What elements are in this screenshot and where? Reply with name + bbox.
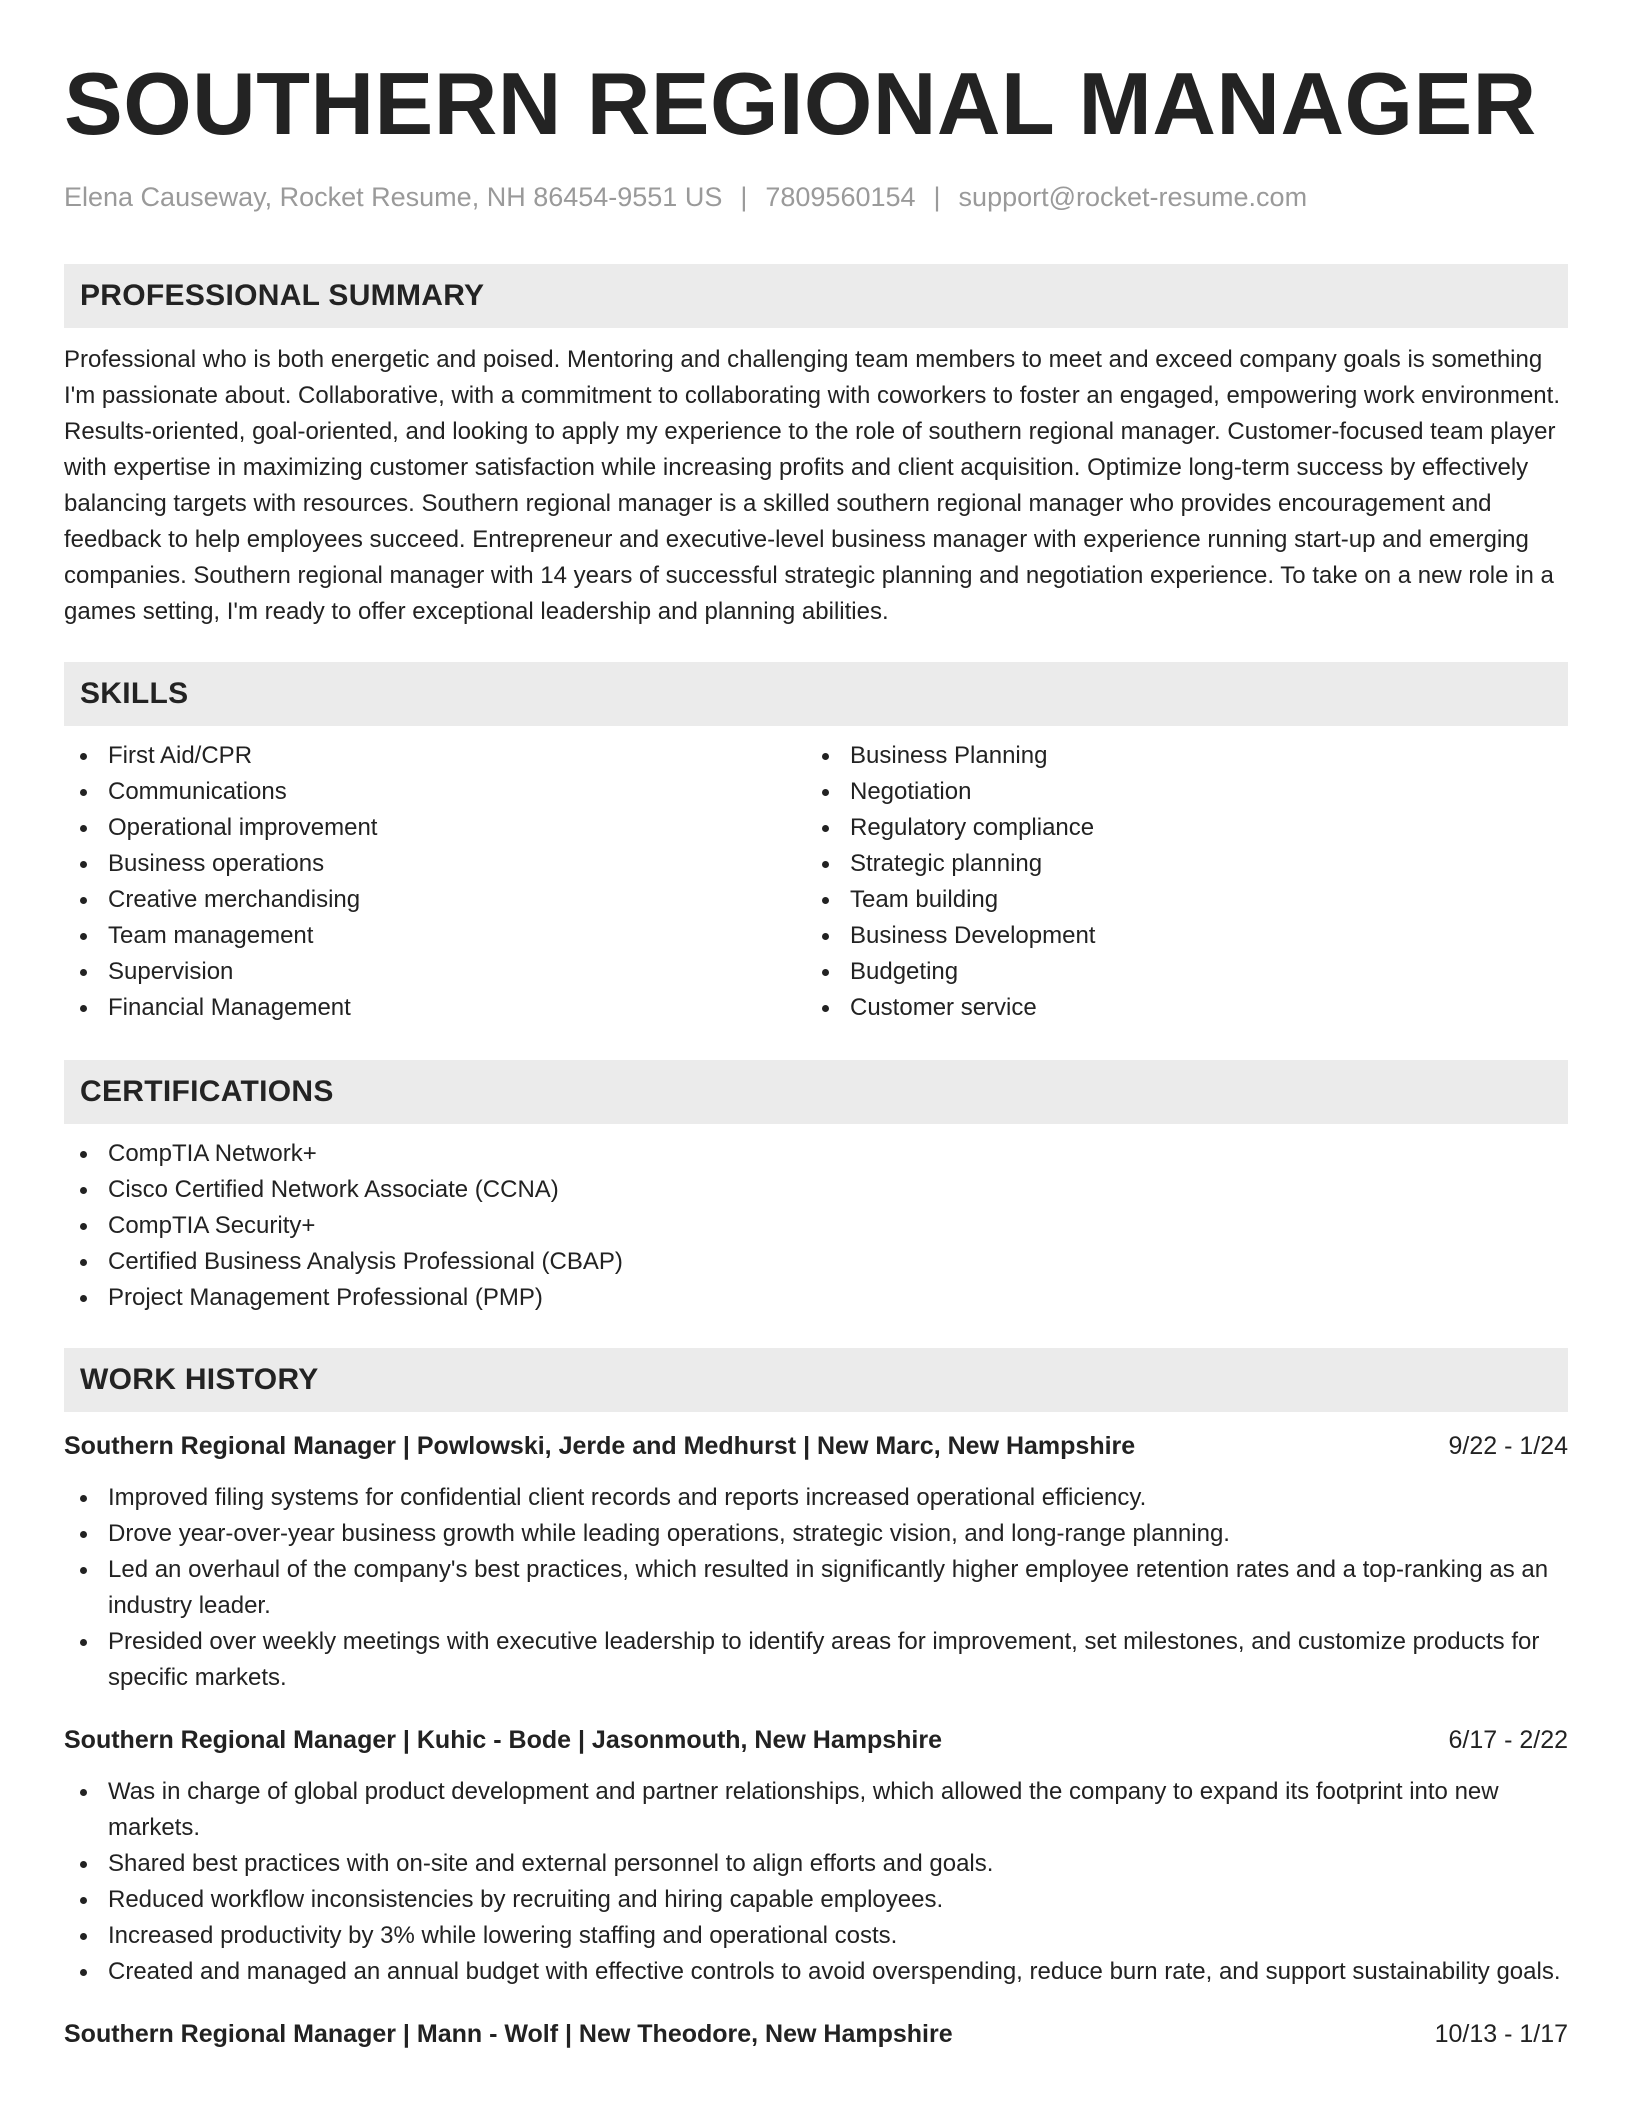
summary-text: Professional who is both energetic and poised. Mentoring and challenging team members to meet and exceed company goals is something I'm passionate about. Collaborative, with a commitment to collaborating with coworkers to foster an engaged, empowering work environment. Results-oriented, goal-oriented, and looking to apply my experience to the role of southern regional manager. Customer-focused team player with expertise in maximizing customer satisfaction while increasing profits and client acquisition. Optimize long-term success by effectively balancing targets with resources. Southern regional manager is a skilled southern regional manager who provides encouragement and feedback to help employees succeed. Entrepreneur and executive-level business manager with experience running start-up and emerging companies. Southern regional manager with 14 years of successful strategic planning and negotiation experience. To take on a new role in a games setting, I'm ready to offer exceptional leadership and planning abilities. xyxy=(64,346,1560,625)
skills-grid xyxy=(64,738,1568,1026)
contact-email: support@rocket-resume.com xyxy=(958,182,1308,212)
certification-item: CompTIA Security+ xyxy=(64,1208,1568,1244)
skill-item: Supervision xyxy=(64,954,806,990)
skill-item: Strategic planning xyxy=(806,846,1548,882)
skill-item: Team management xyxy=(64,918,806,954)
job-header xyxy=(64,1428,1568,1464)
section-heading-certifications: CERTIFICATIONS xyxy=(64,1060,1568,1124)
job-bullet: Improved filing systems for confidential client records and reports increased operational efficiency. xyxy=(64,1480,1568,1516)
skill-item: Negotiation xyxy=(806,774,1548,810)
certification-item: Certified Business Analysis Professional (CBAP) xyxy=(64,1244,1568,1280)
job-bullet-list xyxy=(64,1480,1568,1696)
certification-item: CompTIA Network+ xyxy=(64,1136,1568,1172)
section-heading-skills: SKILLS xyxy=(64,662,1568,726)
skill-item: Business Development xyxy=(806,918,1548,954)
job-title: Southern Regional Manager | Kuhic - Bode | Jasonmouth, New Hampshire xyxy=(64,1726,942,1754)
job-bullet: Reduced workflow inconsistencies by recruiting and hiring capable employees. xyxy=(64,1882,1568,1918)
job-bullet-list xyxy=(64,1774,1568,1990)
job-header xyxy=(64,1722,1568,1758)
job-title: Southern Regional Manager | Powlowski, Jerde and Medhurst | New Marc, New Hampshire xyxy=(64,1432,1136,1460)
contact-address: Elena Causeway, Rocket Resume, NH 86454-9551 US xyxy=(64,182,723,212)
job-dates: 10/13 - 1/17 xyxy=(1434,2020,1568,2048)
skills-column-left xyxy=(64,738,806,1026)
skill-item: Team building xyxy=(806,882,1548,918)
skill-item: Business Planning xyxy=(806,738,1548,774)
job-title: Southern Regional Manager | Mann - Wolf | New Theodore, New Hampshire xyxy=(64,2020,953,2048)
skill-item: Creative merchandising xyxy=(64,882,806,918)
skills-column-right xyxy=(806,738,1548,1026)
section-heading-summary: PROFESSIONAL SUMMARY xyxy=(64,264,1568,328)
resume-title: SOUTHERN REGIONAL MANAGER xyxy=(64,54,1537,153)
contact-phone: 7809560154 xyxy=(765,182,916,212)
job-bullet: Led an overhaul of the company's best practices, which resulted in significantly higher employee retention rates and a top-ranking as an industry leader. xyxy=(64,1552,1568,1624)
contact-separator: | xyxy=(933,182,941,212)
contact-line xyxy=(64,180,1568,214)
job-dates: 9/22 - 1/24 xyxy=(1448,1432,1568,1460)
job-bullet: Created and managed an annual budget with effective controls to avoid overspending, reduce burn rate, and support sustainability goals. xyxy=(64,1954,1568,1990)
job-bullet: Presided over weekly meetings with executive leadership to identify areas for improvement, set milestones, and customize products for specific markets. xyxy=(64,1624,1568,1696)
job-dates: 6/17 - 2/22 xyxy=(1448,1726,1568,1754)
skill-item: First Aid/CPR xyxy=(64,738,806,774)
skill-item: Business operations xyxy=(64,846,806,882)
job-bullet: Drove year-over-year business growth while leading operations, strategic vision, and long-range planning. xyxy=(64,1516,1568,1552)
certification-item: Project Management Professional (PMP) xyxy=(64,1280,1568,1316)
job-bullet: Increased productivity by 3% while lowering staffing and operational costs. xyxy=(64,1918,1568,1954)
job-bullet: Shared best practices with on-site and external personnel to align efforts and goals. xyxy=(64,1846,1568,1882)
skill-item: Budgeting xyxy=(806,954,1548,990)
job-header xyxy=(64,2016,1568,2052)
skill-item: Regulatory compliance xyxy=(806,810,1548,846)
job-bullet: Was in charge of global product development and partner relationships, which allowed the company to expand its footprint into new markets. xyxy=(64,1774,1568,1846)
skill-item: Communications xyxy=(64,774,806,810)
contact-separator: | xyxy=(740,182,748,212)
skill-item: Financial Management xyxy=(64,990,806,1026)
skill-item: Operational improvement xyxy=(64,810,806,846)
skill-item: Customer service xyxy=(806,990,1548,1026)
section-heading-work-history: WORK HISTORY xyxy=(64,1348,1568,1412)
certification-item: Cisco Certified Network Associate (CCNA) xyxy=(64,1172,1568,1208)
certification-list xyxy=(64,1136,1568,1316)
